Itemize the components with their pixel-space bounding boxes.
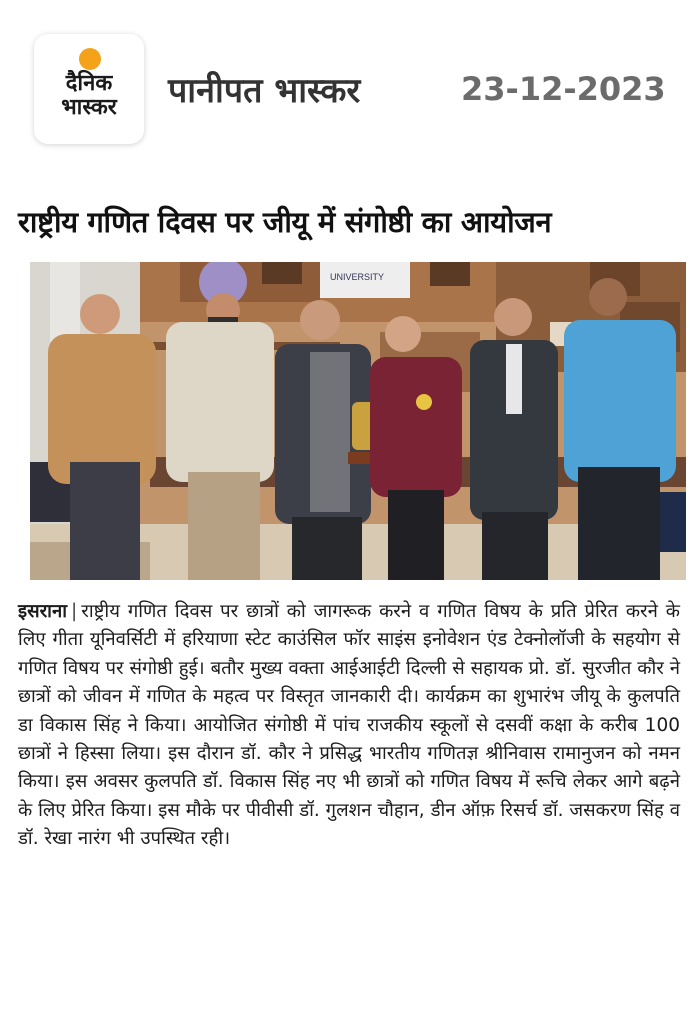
page-header bbox=[0, 0, 699, 150]
article-headline: राष्ट्रीय गणित दिवस पर जीयू में संगोष्ठी का आयोजन bbox=[18, 205, 552, 239]
edition-date: 23-12-2023 bbox=[461, 70, 666, 108]
logo-text-line2: भास्कर bbox=[61, 95, 117, 120]
article-body bbox=[18, 598, 680, 854]
article-dateline: इसराना bbox=[18, 601, 68, 622]
dainik-bhaskar-logo bbox=[34, 34, 144, 144]
dateline-separator: | bbox=[71, 601, 78, 622]
article-photo bbox=[30, 262, 686, 580]
article-body-text: राष्ट्रीय गणित दिवस पर छात्रों को जागरूक करने व गणित विषय के प्रति प्रेरित करने के लिए गीता यूनिवर्सिटी में हरियाणा स्टेट काउंसिल फॉर साइंस इनोवेशन एंड टेक्नोलॉजी के सहयोग से गणित विषय पर संगोष्ठी हुई। बतौर मुख्य वक्ता आईआईटी दिल्ली से सहायक प्रो. डॉ. सुरजीत कौर ने छात्रों को जीवन में गणित के महत्व पर विस्तृत जानकारी दी। कार्यक्रम का शुभारंभ जीयू के कुलपति डा विकास सिंह ने किया। आयोजित संगोष्ठी में पांच राजकीय स्कूलों से दसवीं कक्षा के करीब 100 छात्रों ने हिस्सा लिया। इस दौरान डॉ. कौर ने प्रसिद्ध भारतीय गणितज्ञ श्रीनिवास रामानुजन को नमन किया। इस अवसर कुलपति डॉ. विकास सिंह नए भी छात्रों को गणित विषय में रूचि लेकर आगे बढ़ने के लिए प्रेरित किया। इस मौके पर पीवीसी डॉ. गुलशन चौहान, डीन ऑफ़ रिसर्च डॉ. जसकरण सिंह व डॉ. रेखा नारंग भी उपस्थित रही। bbox=[18, 601, 680, 850]
photo-banner-text: UNIVERSITY bbox=[330, 272, 385, 282]
edition-name: पानीपत भास्कर bbox=[168, 71, 361, 111]
logo-text-line1: दैनिक bbox=[65, 71, 113, 96]
sun-icon bbox=[79, 48, 101, 70]
